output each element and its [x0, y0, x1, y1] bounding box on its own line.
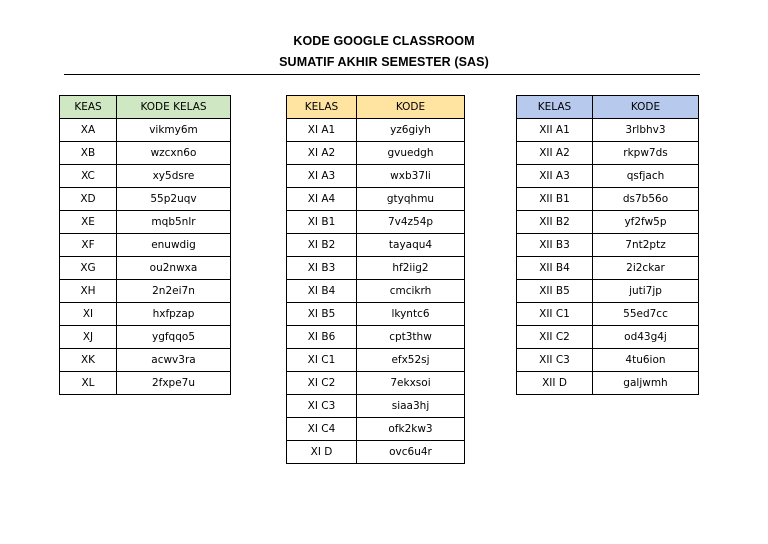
class-name-cell: XI B3 — [287, 257, 357, 280]
classroom-code-cell: juti7jp — [593, 280, 699, 303]
classroom-code-cell: 7ekxsoi — [357, 372, 465, 395]
class-name-cell: XI B5 — [287, 303, 357, 326]
classroom-code-cell: ds7b56o — [593, 188, 699, 211]
table-row — [517, 119, 699, 142]
grade-xi-code-table — [286, 95, 465, 464]
grade-x-code-table — [59, 95, 231, 395]
table-row — [517, 349, 699, 372]
class-name-cell: XII C2 — [517, 326, 593, 349]
table-row — [517, 234, 699, 257]
table-row — [287, 349, 465, 372]
class-name-cell: XI — [60, 303, 117, 326]
page-subtitle: SUMATIF AKHIR SEMESTER (SAS) — [279, 55, 489, 69]
classroom-code-cell: rkpw7ds — [593, 142, 699, 165]
classroom-code-cell: 4tu6ion — [593, 349, 699, 372]
table-header-row — [517, 96, 699, 119]
column-header-code: KODE — [593, 96, 699, 119]
table-row — [287, 418, 465, 441]
table-row — [287, 303, 465, 326]
classroom-code-cell: wzcxn6o — [117, 142, 231, 165]
table-row — [287, 142, 465, 165]
table-row — [287, 257, 465, 280]
classroom-code-cell: lkyntc6 — [357, 303, 465, 326]
class-name-cell: XF — [60, 234, 117, 257]
classroom-code-cell: cpt3thw — [357, 326, 465, 349]
table-row — [287, 326, 465, 349]
table-row — [60, 372, 231, 395]
classroom-code-cell: acwv3ra — [117, 349, 231, 372]
table-row — [60, 349, 231, 372]
table-row — [517, 188, 699, 211]
table-row — [517, 303, 699, 326]
classroom-code-cell: ovc6u4r — [357, 441, 465, 464]
classroom-code-cell: 2n2ei7n — [117, 280, 231, 303]
class-name-cell: XII C1 — [517, 303, 593, 326]
grade-xii-code-table — [516, 95, 699, 395]
class-name-cell: XI A3 — [287, 165, 357, 188]
class-name-cell: XI A1 — [287, 119, 357, 142]
table-row — [60, 280, 231, 303]
page-title: KODE GOOGLE CLASSROOM — [293, 34, 475, 48]
class-name-cell: XI B4 — [287, 280, 357, 303]
classroom-code-cell: 3rlbhv3 — [593, 119, 699, 142]
class-name-cell: XI B2 — [287, 234, 357, 257]
class-name-cell: XI B6 — [287, 326, 357, 349]
class-name-cell: XII D — [517, 372, 593, 395]
classroom-code-cell: od43g4j — [593, 326, 699, 349]
classroom-code-cell: 55ed7cc — [593, 303, 699, 326]
classroom-code-cell: enuwdig — [117, 234, 231, 257]
classroom-code-cell: wxb37li — [357, 165, 465, 188]
class-name-cell: XII B3 — [517, 234, 593, 257]
class-name-cell: XI C4 — [287, 418, 357, 441]
classroom-code-cell: xy5dsre — [117, 165, 231, 188]
table-row — [60, 142, 231, 165]
classroom-code-cell: gvuedgh — [357, 142, 465, 165]
table-row — [60, 234, 231, 257]
class-name-cell: XII B2 — [517, 211, 593, 234]
column-header-code: KODE — [357, 96, 465, 119]
classroom-code-cell: hxfpzap — [117, 303, 231, 326]
class-name-cell: XG — [60, 257, 117, 280]
column-header-class: KELAS — [517, 96, 593, 119]
class-name-cell: XII A3 — [517, 165, 593, 188]
class-name-cell: XI C3 — [287, 395, 357, 418]
class-name-cell: XL — [60, 372, 117, 395]
class-name-cell: XII B1 — [517, 188, 593, 211]
classroom-code-cell: yf2fw5p — [593, 211, 699, 234]
table-row — [517, 211, 699, 234]
table-row — [287, 165, 465, 188]
table-row — [287, 280, 465, 303]
table-row — [60, 326, 231, 349]
class-name-cell: XJ — [60, 326, 117, 349]
table-row — [517, 165, 699, 188]
class-name-cell: XE — [60, 211, 117, 234]
class-name-cell: XII A1 — [517, 119, 593, 142]
class-name-cell: XI C1 — [287, 349, 357, 372]
table-row — [517, 142, 699, 165]
classroom-code-cell: qsfjach — [593, 165, 699, 188]
table-header-row — [60, 96, 231, 119]
class-name-cell: XA — [60, 119, 117, 142]
table-row — [287, 441, 465, 464]
class-name-cell: XII C3 — [517, 349, 593, 372]
table-row — [60, 165, 231, 188]
table-row — [60, 211, 231, 234]
classroom-code-cell: 2i2ckar — [593, 257, 699, 280]
table-header-row — [287, 96, 465, 119]
table-row — [60, 188, 231, 211]
column-header-class: KEAS — [60, 96, 117, 119]
table-row — [287, 211, 465, 234]
table-row — [517, 326, 699, 349]
class-name-cell: XII B5 — [517, 280, 593, 303]
table-row — [60, 119, 231, 142]
class-name-cell: XI B1 — [287, 211, 357, 234]
class-name-cell: XK — [60, 349, 117, 372]
classroom-code-cell: 55p2uqv — [117, 188, 231, 211]
classroom-code-cell: 7v4z54p — [357, 211, 465, 234]
classroom-code-cell: ofk2kw3 — [357, 418, 465, 441]
classroom-code-cell: ygfqqo5 — [117, 326, 231, 349]
class-name-cell: XII A2 — [517, 142, 593, 165]
class-name-cell: XI A2 — [287, 142, 357, 165]
title-divider — [64, 74, 700, 75]
table-row — [287, 234, 465, 257]
table-row — [517, 280, 699, 303]
classroom-code-cell: siaa3hj — [357, 395, 465, 418]
class-name-cell: XI A4 — [287, 188, 357, 211]
column-header-code: KODE KELAS — [117, 96, 231, 119]
table-row — [517, 372, 699, 395]
table-row — [287, 395, 465, 418]
class-name-cell: XII B4 — [517, 257, 593, 280]
table-row — [287, 119, 465, 142]
classroom-code-cell: efx52sj — [357, 349, 465, 372]
column-header-class: KELAS — [287, 96, 357, 119]
table-row — [517, 257, 699, 280]
classroom-code-cell: 7nt2ptz — [593, 234, 699, 257]
class-name-cell: XC — [60, 165, 117, 188]
classroom-code-cell: yz6giyh — [357, 119, 465, 142]
table-row — [287, 188, 465, 211]
classroom-code-cell: vikmy6m — [117, 119, 231, 142]
classroom-code-cell: mqb5nlr — [117, 211, 231, 234]
class-name-cell: XD — [60, 188, 117, 211]
classroom-code-cell: cmcikrh — [357, 280, 465, 303]
classroom-code-cell: 2fxpe7u — [117, 372, 231, 395]
classroom-code-cell: galjwmh — [593, 372, 699, 395]
table-row — [287, 372, 465, 395]
classroom-code-cell: ou2nwxa — [117, 257, 231, 280]
class-name-cell: XI C2 — [287, 372, 357, 395]
classroom-code-cell: tayaqu4 — [357, 234, 465, 257]
class-name-cell: XB — [60, 142, 117, 165]
classroom-code-cell: hf2iig2 — [357, 257, 465, 280]
class-name-cell: XI D — [287, 441, 357, 464]
class-name-cell: XH — [60, 280, 117, 303]
table-row — [60, 303, 231, 326]
classroom-code-cell: gtyqhmu — [357, 188, 465, 211]
table-row — [60, 257, 231, 280]
